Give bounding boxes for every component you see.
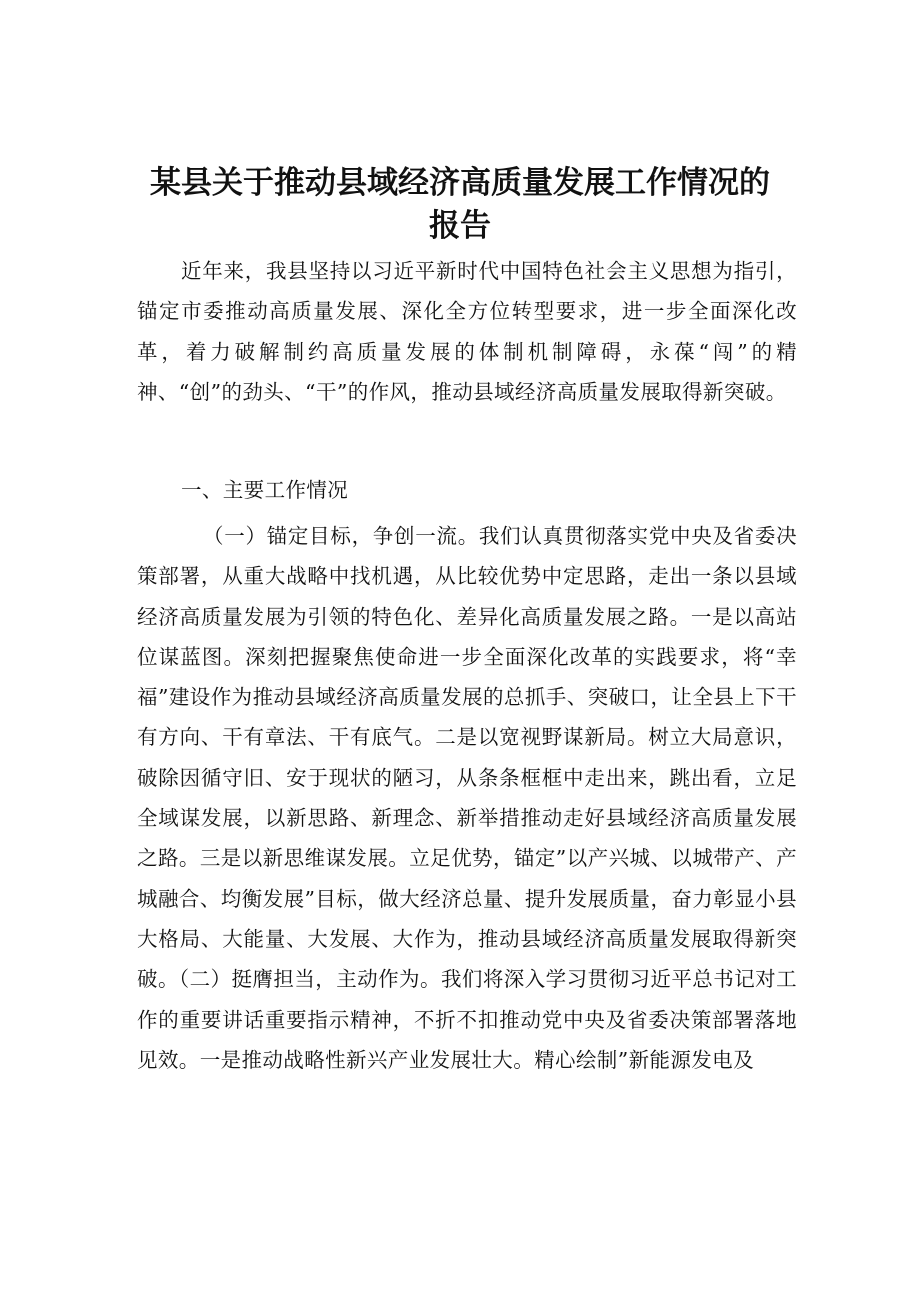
- section-heading-main-work: 一、主要工作情况: [181, 478, 349, 502]
- main-work-paragraph: （一）锚定目标，争创一流。我们认真贯彻落实党中央及省委决策部署，从重大战略中找机遇，从比较优势中定思路，走出一条以县域经济高质量发展为引领的特色化、差异化高质量发展之路。一是以高站位谋蓝图。深刻把握聚焦使命进一步全面深化改革的实践要求，将“幸福”建设作为推动县域经济高质量发展的总抓手、突破口，让全县上下干有方向、干有章法、干有底气。二是以宽视野谋新局。树立大局意识，破除因循守旧、安于现状的陋习，从条条框框中走出来，跳出看，立足全域谋发展，以新思路、新理念、新举措推动走好县域经济高质量发展之路。三是以新思维谋发展。立足优势，锚定”以产兴城、以城带产、产城融合、均衡发展”目标，做大经济总量、提升发展质量，奋力彰显小县大格局、大能量、大发展、大作为，推动县域经济高质量发展取得新突破。（二）挺膺担当，主动作为。我们将深入学习贯彻习近平总书记对工作的重要讲话重要指示精神，不折不扣推动党中央及省委决策部署落地见效。一是推动战略性新兴产业发展壮大。精心绘制”新能源发电及: [137, 524, 797, 1072]
- document-title-line-1: 某县关于推动县域经济高质量发展工作情况的: [150, 165, 770, 201]
- intro-paragraph: 近年来，我县坚持以习近平新时代中国特色社会主义思想为指引，锚定市委推动高质量发展、深化全方位转型要求，进一步全面深化改革，着力破解制约高质量发展的体制机制障碍，永葆“闯”的精神、“创”的劲头、“干”的作风，推动县域经济高质量发展取得新突破。: [137, 259, 797, 404]
- document-title-line-2: 报告: [429, 208, 491, 244]
